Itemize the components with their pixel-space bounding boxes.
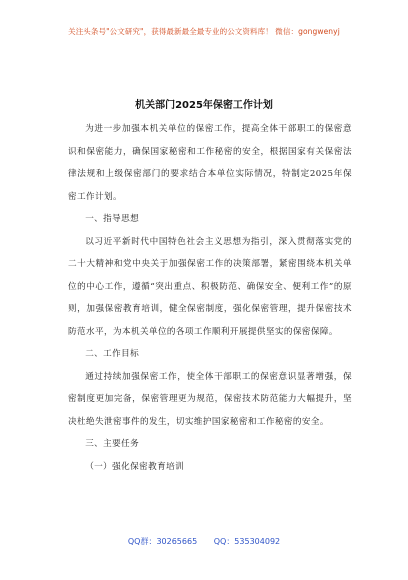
section-heading-guiding-ideology: 一、指导思想	[85, 214, 140, 224]
guiding-ideology-paragraph: 以习近平新时代中国特色社会主义思想为指引，深入贯彻落实党的二十大精神和党中央关于加强保密工作的决策部署，紧密围绕本机关单位的中心工作，遵循“突出重点、积极防范、确保安全、便利工作”的原则，加强保密教育培训，健全保密制度，强化保密管理，提升保密技术防范水平，为本机关单位的各项工作顺利开展提供坚实的保密保障。	[68, 236, 352, 337]
subsection-heading-training: （一）强化保密教育培训	[85, 461, 185, 472]
footer-qq-group: QQ群：30265665	[127, 537, 198, 546]
intro-paragraph: 为进一步加强本机关单位的保密工作，提高全体干部职工的保密意识和保密能力，确保国家秘密和工作秘密的安全，根据国家有关保密法律法规和上级保密部门的要求结合本单位实际情况，特制定2025年保密工作计划。	[68, 124, 352, 202]
footer-qq-number: QQ：535304092	[213, 537, 281, 546]
section-heading-work-goals: 二、工作目标	[85, 349, 140, 359]
section-heading-main-tasks: 三、主要任务	[85, 439, 140, 449]
document-body	[68, 118, 352, 478]
page-footer	[0, 536, 408, 547]
header-note: 关注头条号"公文研究"，获得最新最全最专业的公文资料库！ 微信：gongwenyj	[68, 27, 340, 36]
work-goals-paragraph: 通过持续加强保密工作，使全体干部职工的保密意识显著增强，保密制度更加完备，保密管理更为规范，保密技术防范能力大幅提升，坚决杜绝失泄密事件的发生，切实维护国家秘密和工作秘密的安全。	[68, 371, 352, 427]
document-title: 机关部门2025年保密工作计划	[135, 100, 273, 111]
